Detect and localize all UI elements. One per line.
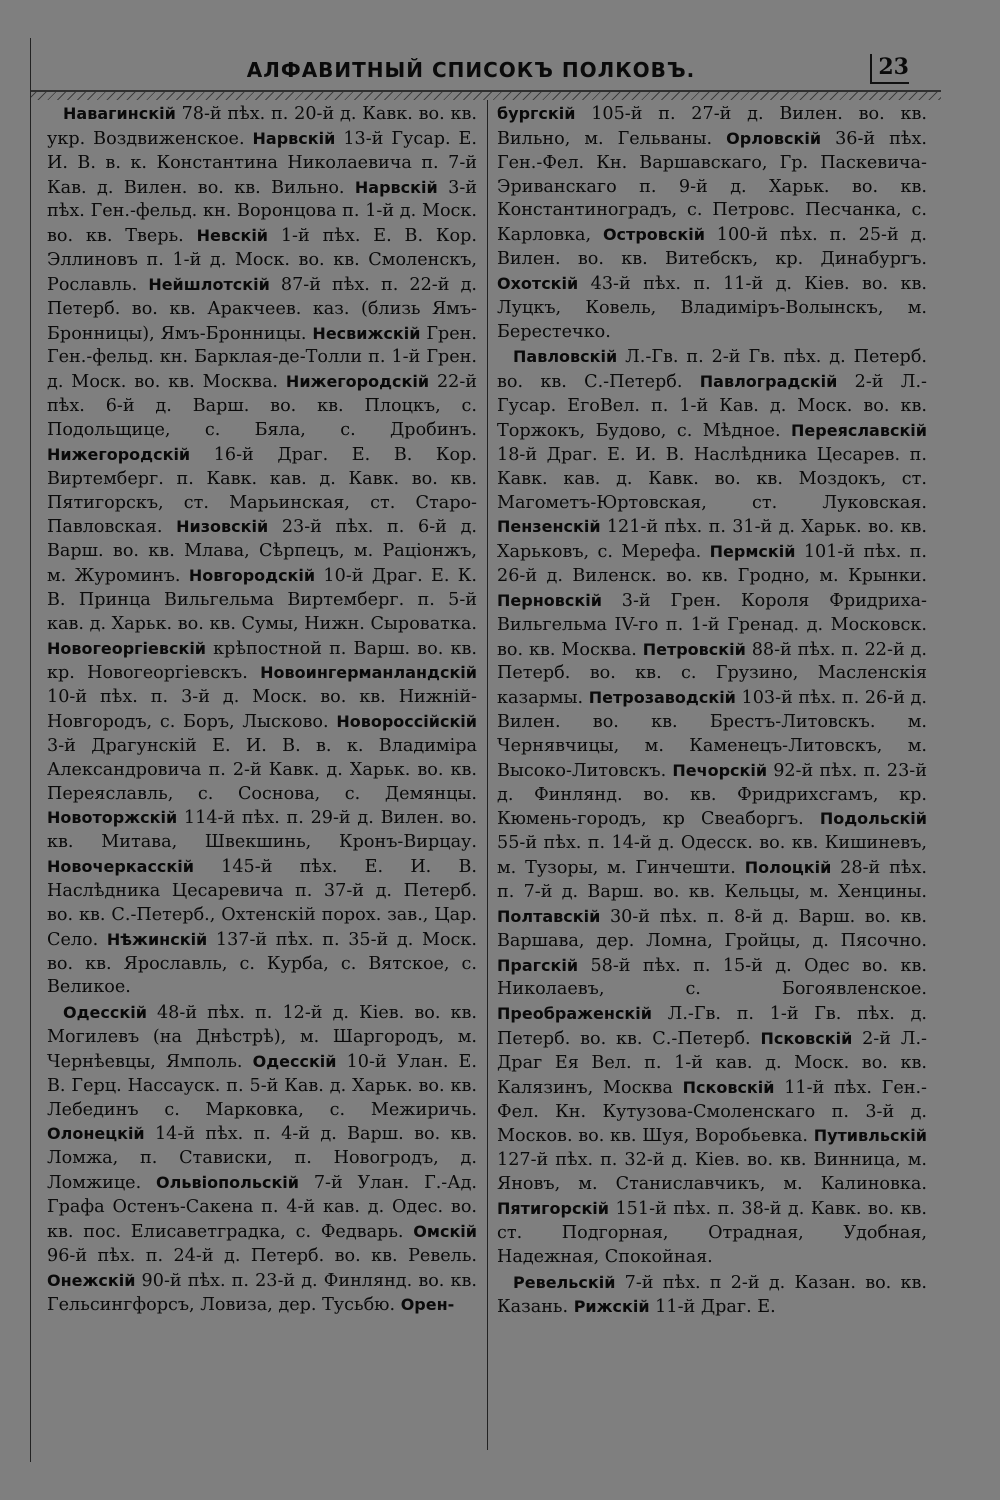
regiment-details: 48-й пѣх. п. 12-й д. Кіев. во. кв. Могилевъ (на Днѣстрѣ), м. Шаргородъ, м. Чернѣевцы, Ямполь. (47, 1003, 477, 1072)
regiment-details: 151-й пѣх. п. 38-й д. Кавк. во. кв. ст. Подгорная, Отрадная, Удобная, Надежная, Спокойная. (497, 1198, 927, 1267)
regiment-name: Орен- (400, 1295, 455, 1315)
regiment-name: Ревельскій (513, 1272, 616, 1292)
regiment-name: Низовскій (176, 517, 269, 537)
regiment-name: Подольскій (819, 809, 927, 829)
regiment-name: Нѣжинскій (106, 929, 208, 949)
regiment-details: 36-й пѣх. Ген.-Фел. Кн. Варшавскаго, Гр. Паскевича-Эриванскаго п. 9-й д. Харьк. во. кв. Константиноградъ, с. Петровс. Песчанка, с. Карловка, (497, 128, 927, 246)
regiment-details: 2-й Л.-Драг Ея Вел. п. 1-й кав. д. Моск. во. кв. Калязинъ, Москва (497, 1029, 927, 1098)
regiment-name: Несвижскій (312, 323, 421, 343)
regiment-name: Пятигорскій (497, 1198, 609, 1218)
page-number: 23 (870, 54, 909, 84)
regiment-name: Новгородскій (188, 566, 316, 586)
regiment-name: Олонецкій (47, 1124, 145, 1144)
regiment-details: 114-й пѣх. п. 29-й д. Вилен. во. кв. Митава, Швекшинь, Кронъ-Вирцау. (47, 808, 477, 853)
regiment-details: 100-й пѣх. п. 25-й д. Вилен. во. кв. Витебскъ, кр. Динабургъ. (497, 225, 927, 270)
regiment-name: Полтавскій (497, 906, 601, 926)
regiment-name: Печорскій (672, 760, 768, 780)
regiment-name: Нижегородскій (285, 372, 430, 392)
page-title: АЛФАВИТНЫЙ СПИСОКЪ ПОЛКОВЪ. (246, 58, 696, 82)
regiment-name: Пермскій (709, 542, 796, 562)
regiment-name: Преображенскій (497, 1004, 652, 1024)
regiment-details: 7-й Улан. Г.-Ад. Графа Остенъ-Сакена п. 4-й кав. д. Одес. во. кв. пос. Елисаветградка, с. Федварь. (47, 1173, 478, 1242)
regiment-details: 13-й Гусар. Е. И. В. в. к. Константина Николаевича п. 7-й Кав. д. Вилен. во. кв. Вильно. (47, 128, 477, 198)
regiment-name: Псковскій (760, 1029, 853, 1049)
regiment-name: Переяславскій (791, 420, 927, 440)
regiment-name: Нарвскій (354, 177, 438, 197)
regiment-name: Петровскій (642, 639, 746, 659)
regiment-details: 3-й Грен. Короля Фридриха-Вильгельма IV-го п. 1-й Гренад. д. Московск. во. кв. Москва. (497, 590, 927, 660)
regiment-details: 23-й пѣх. п. 6-й д. Варш. во. кв. Млава, Сѣрпецъ, м. Раціонжъ, м. Журоминъ. (47, 517, 477, 587)
regiment-details: Л.-Гв. п. 1-й Гв. пѣх. д. Петерб. во. кв. С.-Петерб. (497, 1004, 927, 1050)
right-column (497, 102, 927, 1320)
regiment-details: 14-й пѣх. п. 4-й д. Варш. во. кв. Ломжа, п. Стависки, п. Новогродъ, д. Ломжице. (47, 1124, 477, 1194)
regiment-details: 2-й Л.-Гусар. ЕгоВел. п. 1-й Кав. д. Моск. во. кв. Торжокъ, Будово, с. Мѣдное. (497, 372, 927, 441)
regiment-details: 3-й пѣх. Ген.-фельд. кн. Воронцова п. 1-й д. Моск. во. кв. Тверь. (47, 177, 477, 247)
regiment-name: Путивльскій (813, 1126, 927, 1146)
regiment-name: Псковскій (682, 1077, 775, 1097)
header-rule (31, 90, 941, 100)
regiment-details: 55-й пѣх. п. 14-й д. Одесск. во. кв. Кишиневъ, м. Тузоры, м. Гинчешти. (497, 833, 927, 879)
regiment-name: Омскій (413, 1221, 477, 1241)
regiment-name: Новочеркасскій (47, 857, 194, 877)
regiment-details: 1-й пѣх. Е. В. Кор. Эллиновъ п. 1-й д. Моск. во. кв. Смоленскъ, Рославль. (47, 226, 477, 295)
regiment-details: Грен. Ген.-фельд. кн. Барклая-де-Толли п. 1-й Грен. д. Моск. во. кв. Москва. (47, 323, 477, 393)
regiment-details: 10-й Драг. Е. К. В. Принца Вильгельма Виртемберг. п. 5-й кав. д. Харьк. во. кв. Сумы, Нижн. Сыроватка. (47, 566, 477, 634)
regiment-details: 11-й пѣх. Ген.-Фел. Кн. Кутузова-Смоленскаго п. 3-й д. Москов. во. кв. Шуя, Воробьевка. (497, 1077, 927, 1147)
directory-entry (47, 1001, 477, 1318)
regiment-details: 11-й Драг. Е. (649, 1297, 776, 1318)
regiment-name: Нейшлотскій (148, 274, 270, 294)
regiment-name: Невскій (196, 226, 269, 246)
directory-entry (47, 102, 477, 1000)
directory-entry (497, 1271, 927, 1321)
regiment-details: 137-й пѣх. п. 35-й д. Моск. во. кв. Ярославль, с. Курба, с. Вятское, с. Великое. (47, 929, 478, 998)
regiment-name: Прагскій (497, 955, 579, 975)
directory-entry (497, 345, 927, 1269)
regiment-name: Ольвіопольскій (156, 1173, 299, 1193)
regiment-name: Рижскій (573, 1297, 650, 1317)
regiment-name: Павлоградскій (699, 372, 838, 392)
regiment-details: 58-й пѣх. п. 15-й д. Одес во. кв. Николаевъ, с. Богоявленское. (497, 955, 927, 1000)
left-column (47, 102, 477, 1318)
regiment-details: 127-й пѣх. п. 32-й д. Кіев. во. кв. Винница, м. Яновъ, м. Станиславчикъ, м. Калиновка. (497, 1150, 927, 1195)
regiment-details: 87-й пѣх. п. 22-й д. Петерб. во. кв. Аракчеев. каз. (близь Ямъ-Бронницы), Ямъ-Бронницы. (47, 274, 477, 344)
regiment-name: Новоторжскій (47, 808, 178, 828)
regiment-name: Павловскій (513, 347, 618, 367)
page (30, 38, 970, 1462)
regiment-details: 3-й Драгунскій Е. И. В. в. к. Владиміра Александровича п. 2-й Кавк. д. Харьк. во. кв. Переяславль, с. Соснова, с. Демянцы. (47, 735, 477, 804)
regiment-name: Нарвскій (252, 128, 336, 148)
column-divider (487, 100, 488, 1450)
regiment-details: 96-й пѣх. п. 24-й д. Петерб. во. кв. Ревель. (47, 1245, 477, 1266)
regiment-name: Навагинскій (63, 104, 176, 123)
regiment-details: 10-й пѣх. п. 3-й д. Моск. во. кв. Нижній-Новгородъ, с. Боръ, Лысково. (47, 687, 477, 733)
regiment-name: Новогеоргіевскій (47, 638, 207, 658)
regiment-details: 78-й пѣх. п. 20-й д. Кавк. во. кв. укр. Воздвиженское. (47, 104, 477, 149)
regiment-name: Новороссійскій (336, 712, 477, 732)
regiment-details: 101-й пѣх. п. 26-й д. Виленск. во. кв. Гродно, м. Крынки. (497, 542, 927, 587)
regiment-details: 22-й пѣх. 6-й д. Варш. во. кв. Плоцкъ, с. Подольщице, с. Бяла, с. Дробинъ. (47, 372, 478, 440)
regiment-name: Новоингерманландскій (260, 663, 477, 683)
regiment-details: 28-й пѣх. п. 7-й д. Варш. во. кв. Кельцы, м. Хенцины. (497, 858, 927, 902)
regiment-details: 145-й пѣх. Е. И. В. Наслѣдника Цесаревича п. 37-й д. Петерб. во. кв. С.-Петерб., Охтенскій порох. зав., Цар. Село. (47, 857, 477, 950)
regiment-name: Островскій (602, 225, 705, 245)
regiment-name: Полоцкій (744, 858, 832, 878)
regiment-name: Орловскій (726, 128, 822, 148)
regiment-details: Л.-Гв. п. 2-й Гв. пѣх. д. Петерб. во. кв. С.-Петерб. (497, 347, 927, 393)
regiment-name: Одесскій (252, 1051, 337, 1071)
regiment-details: 121-й пѣх. п. 31-й д. Харьк. во. кв. Харьковъ, с. Мерефа. (497, 517, 927, 563)
regiment-details: 18-й Драг. Е. И. В. Наслѣдника Цесарев. п. Кавк. кав. д. Кавк. во. кв. Моздокъ, ст. Магометъ-Юртовская, ст. Луковская. (497, 444, 927, 513)
regiment-details: 7-й пѣх. п 2-й д. Казан. во. кв. Казань. (497, 1272, 927, 1318)
regiment-name: Одесскій (63, 1003, 147, 1023)
regiment-name: Нижегородскій (47, 444, 191, 464)
regiment-details: 10-й Улан. Е. В. Герц. Нассауск. п. 5-й Кав. д. Харьк. во. кв. Лебединъ с. Марковка, с. Межиричь. (47, 1051, 477, 1120)
regiment-details: 103-й пѣх. п. 26-й д. Вилен. во. кв. Брестъ-Литовскъ. м. Чернявчицы, м. Каменецъ-Литовскъ, м. Высоко-Литовскъ. (497, 688, 927, 781)
regiment-name: бургскій (497, 104, 576, 123)
regiment-name: Онежскій (47, 1270, 136, 1290)
regiment-details: 90-й пѣх. п. 23-й д. Финлянд. во. кв. Гельсингфорсъ, Ловиза, дер. Тусьбю. (47, 1270, 477, 1316)
regiment-details: 92-й пѣх. п. 23-й д. Финлянд. во. кв. Фридрихсгамъ, кр. Кюмень-городъ, кр Свеаборгъ. (497, 760, 927, 830)
page-header (31, 52, 971, 92)
regiment-name: Пензенскій (497, 517, 601, 537)
regiment-details: 16-й Драг. Е. В. Кор. Виртемберг. п. Кавк. кав. д. Кавк. во. кв. Пятигорскъ, ст. Марьинская, ст. Старо-Павловская. (47, 444, 477, 538)
regiment-name: Петрозаводскій (588, 688, 736, 708)
directory-entry (497, 102, 927, 344)
regiment-details: 30-й пѣх. п. 8-й д. Варш. во. кв. Варшава, дер. Ломна, Гройцы, д. Пясочно. (497, 906, 927, 951)
regiment-name: Охотскій (497, 273, 579, 293)
regiment-details: 43-й пѣх. п. 11-й д. Кіев. во. кв. Луцкъ, Ковель, Владиміръ-Волынскъ, м. Берестечко. (497, 273, 927, 342)
regiment-details: 88-й пѣх. п. 22-й д. Петерб. во. кв. с. Грузино, Масленскія казармы. (497, 639, 927, 709)
regiment-details: 105-й п. 27-й д. Вилен. во. кв. Вильно, м. Гельваны. (497, 104, 927, 149)
regiment-details: крѣпостной п. Варш. во. кв. кр. Новогеоргіевскъ. (47, 638, 477, 684)
regiment-name: Перновскій (497, 590, 602, 610)
